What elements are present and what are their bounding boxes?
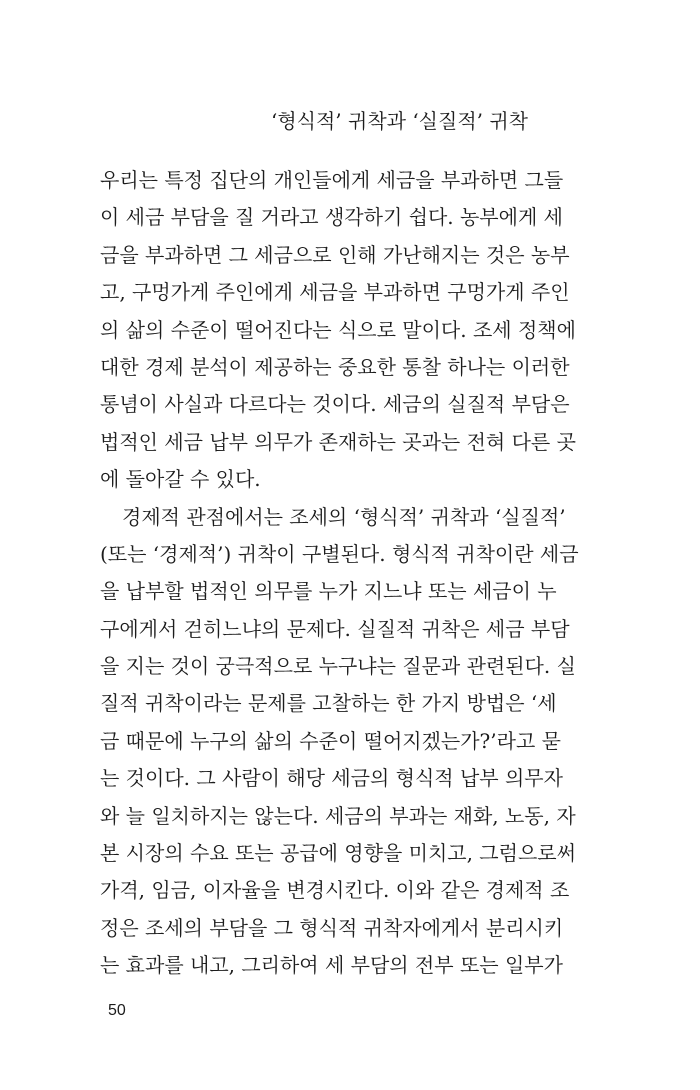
text-line: 법적인 세금 납부 의무가 존재하는 곳과는 전혀 다른 곳 [100, 429, 576, 454]
text-line: 을 납부할 법적인 의무를 누가 지느냐 또는 세금이 누 [100, 579, 557, 604]
text-line: 는 것이다. 그 사람이 해당 세금의 형식적 납부 의무자 [100, 766, 563, 791]
text-line: 구에게서 걷히느냐의 문제다. 실질적 귀착은 세금 부담 [100, 616, 570, 641]
text-line: 금 때문에 누구의 삶의 수준이 떨어지겠는가?’라고 묻 [100, 728, 561, 753]
text-line: 와 늘 일치하지는 않는다. 세금의 부과는 재화, 노동, 자 [100, 803, 576, 828]
body-text [100, 162, 579, 985]
text-line: 는 효과를 내고, 그리하여 세 부담의 전부 또는 일부가 [100, 953, 563, 978]
text-line: 대한 경제 분석이 제공하는 중요한 통찰 하나는 이러한 [100, 354, 570, 379]
paragraph-2 [100, 499, 579, 985]
text-line: 경제적 관점에서는 조세의 ‘형식적’ 귀착과 ‘실질적’ [122, 504, 566, 529]
page-number: 50 [108, 1002, 126, 1019]
text-line: 을 지는 것이 궁극적으로 누구냐는 질문과 관련된다. 실 [100, 654, 576, 679]
text-line: 정은 조세의 부담을 그 형식적 귀착자에게서 분리시키 [100, 915, 564, 940]
text-line: 금을 부과하면 그 세금으로 인해 가난해지는 것은 농부 [100, 242, 570, 267]
text-line: 이 세금 부담을 질 거라고 생각하기 쉽다. 농부에게 세 [100, 205, 563, 230]
text-line: 본 시장의 수요 또는 공급에 영향을 미치고, 그럼으로써 [100, 841, 576, 866]
text-line: 질적 귀착이라는 문제를 고찰하는 한 가지 방법은 ‘세 [100, 691, 557, 716]
text-line: 가격, 임금, 이자율을 변경시킨다. 이와 같은 경제적 조 [100, 878, 570, 903]
text-line: 통념이 사실과 다르다는 것이다. 세금의 실질적 부담은 [100, 392, 570, 417]
paragraph-1 [100, 162, 576, 499]
text-line: 우리는 특정 집단의 개인들에게 세금을 부과하면 그들 [100, 168, 564, 192]
text-line: (또는 ‘경제적’) 귀착이 구별된다. 형식적 귀착이란 세금 [100, 541, 579, 566]
text-line: 에 돌아갈 수 있다. [100, 467, 261, 492]
running-header: ‘형식적’ 귀착과 ‘실질적’ 귀착 [270, 109, 528, 133]
text-line: 고, 구멍가게 주인에게 세금을 부과하면 구멍가게 주인 [100, 280, 570, 305]
text-line: 의 삶의 수준이 떨어진다는 식으로 말이다. 조세 정책에 [100, 317, 576, 342]
